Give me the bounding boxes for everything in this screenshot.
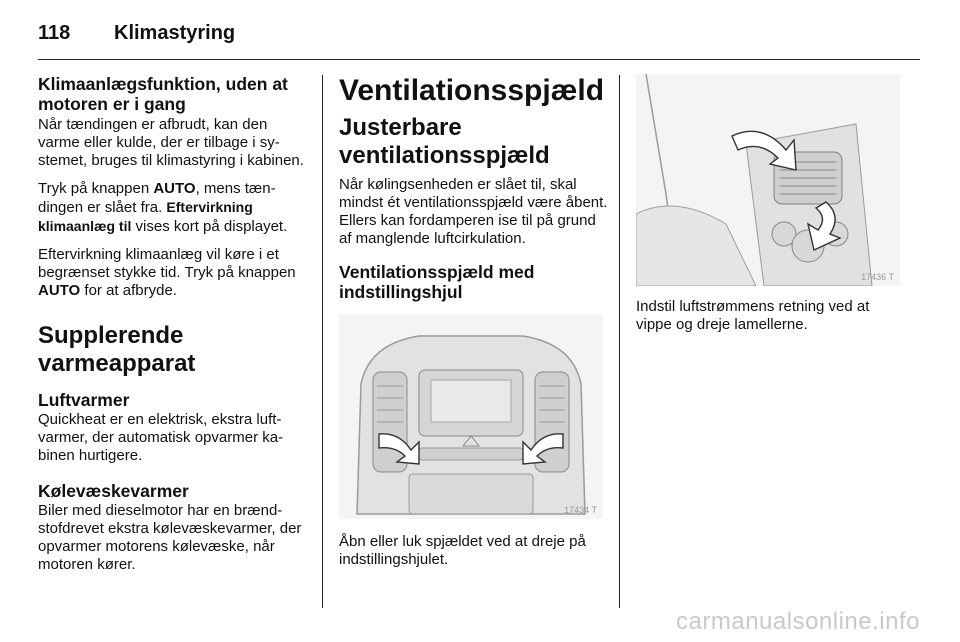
dashboard-vents-illustration bbox=[339, 314, 603, 519]
watermark-text: carmanualsonline.info bbox=[676, 608, 920, 635]
image-number: 17434 T bbox=[564, 505, 597, 515]
heading-indstillingshjul: Ventilationsspjæld med indstillingshjul bbox=[339, 262, 535, 302]
header-rule bbox=[38, 59, 920, 60]
heading-justerbare: Justerbare ventilationsspjæld bbox=[339, 114, 550, 169]
section-title: Klimastyring bbox=[114, 22, 236, 44]
paragraph-kolevaeskevarmer: Biler med dieselmotor har en brændstofdrevet ekstra kølevæskevarmer, der opvarmer motorens kølevæske, når motoren kører. bbox=[38, 502, 302, 573]
heading-luftvarmer: Luftvarmer bbox=[38, 390, 130, 410]
column-2 bbox=[339, 74, 609, 579]
page-header bbox=[38, 22, 235, 45]
paragraph-klima-3: Eftervirkning klimaanlæg vil køre i et begrænset stykke tid. Tryk på knappen AUTO for at afbryde. bbox=[38, 246, 296, 299]
heading-supplerende: Supplerende varmeapparat bbox=[38, 322, 196, 377]
paragraph-klima-2: Tryk på knappen AUTO, mens tændingen er slået fra. Eftervirkning klimaanlæg til vises kort på displayet. bbox=[38, 180, 288, 235]
page-number: 118 bbox=[38, 22, 71, 44]
column-3 bbox=[636, 74, 906, 344]
heading-ventilationsspjaeld: Ventilationsspjæld bbox=[339, 74, 605, 107]
caption-lameller: Indstil luftstrømmens retning ved at vippe og dreje lamellerne. bbox=[636, 298, 870, 333]
caption-indstillingshjul: Åbn eller luk spjældet ved at dreje på indstillingshjulet. bbox=[339, 533, 586, 568]
image-number: 17436 T bbox=[861, 272, 894, 282]
column-divider-2 bbox=[619, 75, 620, 608]
column-divider-1 bbox=[322, 75, 323, 608]
heading-klimaanlaeg: Klimaanlægsfunktion, uden at motoren er i gang bbox=[38, 74, 288, 114]
paragraph-klima-1: Når tændingen er afbrudt, kan den varme eller kulde, der er tilbage i systemet, bruges til klimastyring i kabinen. bbox=[38, 116, 304, 169]
paragraph-luftvarmer: Quickheat er en elektrisk, ekstra luftvarmer, der automatisk opvarmer kabinen hurtigere. bbox=[38, 411, 284, 464]
heading-kolevaeskevarmer: Kølevæskevarmer bbox=[38, 481, 189, 501]
side-vent-drawing bbox=[636, 74, 900, 286]
side-vent-illustration bbox=[636, 74, 900, 286]
column-1 bbox=[38, 74, 308, 584]
paragraph-ventilation: Når kølingsenheden er slået til, skal mindst ét ventilationsspjæld være åbent. Ellers kan fordamperen ise til på grund af manglende luftcirkulation. bbox=[339, 176, 608, 247]
dashboard-vents-drawing bbox=[339, 314, 603, 519]
